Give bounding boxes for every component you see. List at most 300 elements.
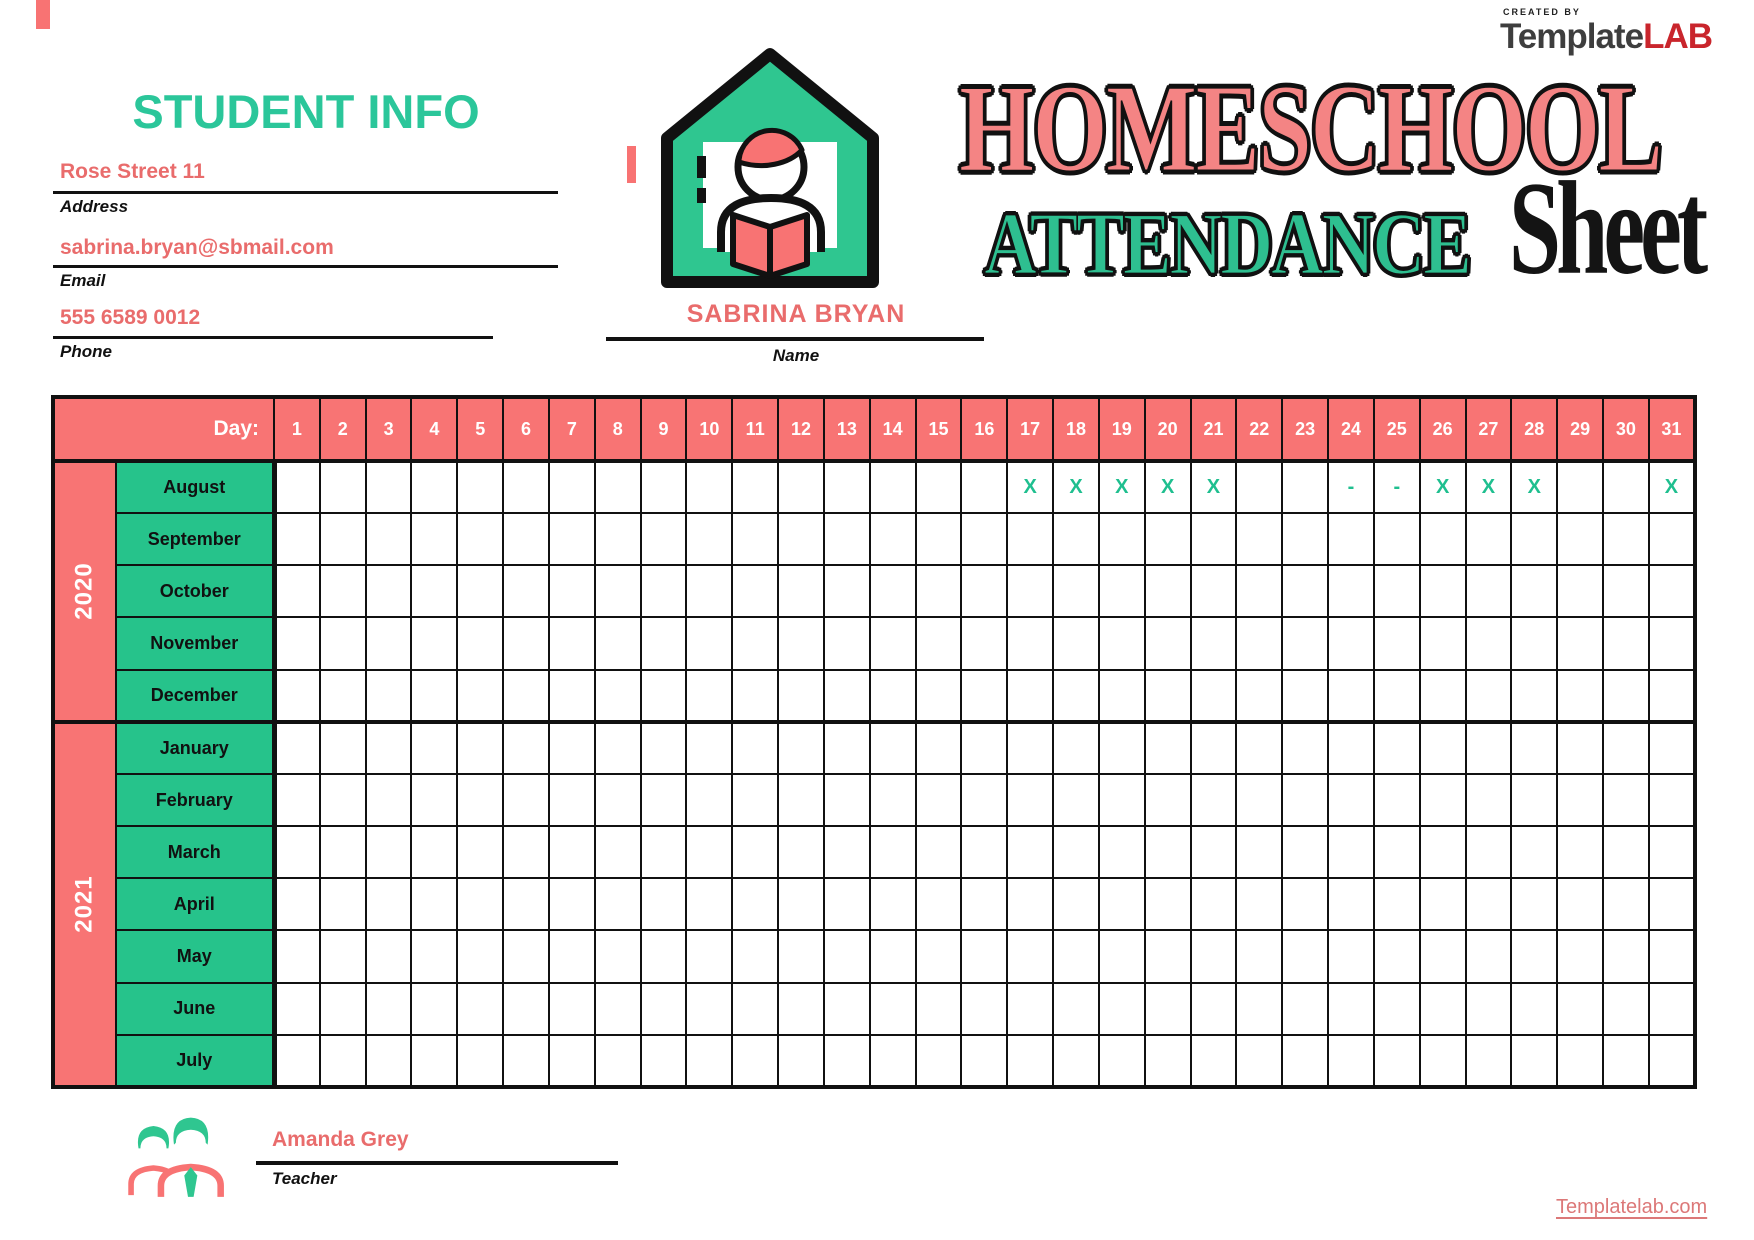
attendance-cell[interactable] bbox=[1282, 617, 1328, 669]
attendance-cell[interactable] bbox=[503, 826, 549, 878]
attendance-cell[interactable] bbox=[503, 878, 549, 930]
attendance-cell[interactable] bbox=[870, 983, 916, 1035]
attendance-cell[interactable] bbox=[961, 930, 1007, 982]
attendance-cell[interactable] bbox=[1557, 565, 1603, 617]
attendance-cell[interactable] bbox=[595, 565, 641, 617]
attendance-cell[interactable] bbox=[1191, 565, 1237, 617]
attendance-cell[interactable] bbox=[1191, 774, 1237, 826]
attendance-cell[interactable] bbox=[1282, 930, 1328, 982]
attendance-cell[interactable] bbox=[1053, 826, 1099, 878]
attendance-cell[interactable] bbox=[1649, 1035, 1695, 1087]
attendance-cell[interactable] bbox=[1557, 774, 1603, 826]
attendance-cell[interactable] bbox=[1145, 722, 1191, 774]
attendance-cell[interactable] bbox=[1603, 722, 1649, 774]
attendance-cell[interactable] bbox=[870, 774, 916, 826]
attendance-cell[interactable] bbox=[916, 930, 962, 982]
attendance-cell[interactable] bbox=[1236, 930, 1282, 982]
attendance-cell[interactable] bbox=[686, 722, 732, 774]
attendance-cell[interactable] bbox=[1007, 930, 1053, 982]
attendance-cell[interactable] bbox=[1557, 670, 1603, 722]
attendance-cell[interactable] bbox=[503, 461, 549, 513]
attendance-cell[interactable] bbox=[274, 878, 320, 930]
attendance-cell[interactable] bbox=[411, 461, 457, 513]
attendance-cell[interactable] bbox=[1649, 983, 1695, 1035]
attendance-cell[interactable] bbox=[686, 617, 732, 669]
attendance-cell[interactable] bbox=[1007, 513, 1053, 565]
attendance-cell[interactable] bbox=[411, 513, 457, 565]
attendance-cell[interactable] bbox=[1145, 565, 1191, 617]
attendance-cell[interactable] bbox=[778, 565, 824, 617]
attendance-cell[interactable] bbox=[1053, 722, 1099, 774]
attendance-cell[interactable] bbox=[778, 461, 824, 513]
attendance-cell[interactable] bbox=[870, 461, 916, 513]
attendance-cell[interactable] bbox=[1374, 983, 1420, 1035]
attendance-cell[interactable] bbox=[1466, 878, 1512, 930]
attendance-cell[interactable] bbox=[457, 617, 503, 669]
attendance-cell[interactable] bbox=[778, 983, 824, 1035]
attendance-cell[interactable] bbox=[1420, 774, 1466, 826]
attendance-cell[interactable] bbox=[870, 1035, 916, 1087]
attendance-cell[interactable] bbox=[1420, 826, 1466, 878]
attendance-cell[interactable] bbox=[824, 565, 870, 617]
attendance-cell[interactable] bbox=[595, 774, 641, 826]
attendance-cell[interactable] bbox=[1649, 670, 1695, 722]
attendance-cell[interactable] bbox=[457, 826, 503, 878]
attendance-cell[interactable] bbox=[1328, 513, 1374, 565]
attendance-cell[interactable] bbox=[1282, 878, 1328, 930]
attendance-cell[interactable] bbox=[366, 878, 412, 930]
attendance-cell[interactable] bbox=[595, 1035, 641, 1087]
attendance-cell[interactable] bbox=[1099, 722, 1145, 774]
attendance-cell[interactable]: X bbox=[1420, 461, 1466, 513]
attendance-cell[interactable] bbox=[870, 878, 916, 930]
attendance-cell[interactable] bbox=[1236, 826, 1282, 878]
attendance-cell[interactable] bbox=[411, 930, 457, 982]
attendance-cell[interactable]: X bbox=[1511, 461, 1557, 513]
attendance-cell[interactable]: X bbox=[1145, 461, 1191, 513]
attendance-cell[interactable] bbox=[1236, 617, 1282, 669]
attendance-cell[interactable] bbox=[1557, 930, 1603, 982]
attendance-cell[interactable] bbox=[1603, 461, 1649, 513]
attendance-cell[interactable] bbox=[274, 983, 320, 1035]
attendance-cell[interactable] bbox=[1099, 565, 1145, 617]
attendance-cell[interactable] bbox=[916, 461, 962, 513]
attendance-cell[interactable] bbox=[1420, 1035, 1466, 1087]
attendance-cell[interactable] bbox=[732, 461, 778, 513]
attendance-cell[interactable] bbox=[641, 670, 687, 722]
attendance-cell[interactable] bbox=[366, 565, 412, 617]
attendance-cell[interactable] bbox=[1420, 670, 1466, 722]
attendance-cell[interactable] bbox=[686, 461, 732, 513]
attendance-cell[interactable] bbox=[1374, 513, 1420, 565]
attendance-cell[interactable] bbox=[916, 617, 962, 669]
attendance-cell[interactable] bbox=[641, 513, 687, 565]
attendance-cell[interactable] bbox=[641, 617, 687, 669]
attendance-cell[interactable] bbox=[1053, 513, 1099, 565]
attendance-cell[interactable] bbox=[549, 461, 595, 513]
attendance-cell[interactable] bbox=[916, 774, 962, 826]
attendance-cell[interactable] bbox=[1649, 774, 1695, 826]
attendance-cell[interactable] bbox=[1145, 670, 1191, 722]
attendance-cell[interactable] bbox=[366, 617, 412, 669]
attendance-cell[interactable] bbox=[961, 461, 1007, 513]
attendance-cell[interactable] bbox=[549, 983, 595, 1035]
attendance-cell[interactable] bbox=[824, 878, 870, 930]
phone-value[interactable]: 555 6589 0012 bbox=[60, 306, 201, 329]
attendance-cell[interactable] bbox=[961, 983, 1007, 1035]
attendance-cell[interactable] bbox=[870, 826, 916, 878]
attendance-cell[interactable] bbox=[457, 461, 503, 513]
attendance-cell[interactable] bbox=[686, 878, 732, 930]
attendance-cell[interactable] bbox=[1007, 878, 1053, 930]
attendance-cell[interactable] bbox=[1374, 878, 1420, 930]
templatelab-link[interactable]: Templatelab.com bbox=[1556, 1196, 1708, 1218]
attendance-cell[interactable] bbox=[549, 722, 595, 774]
attendance-cell[interactable] bbox=[1511, 722, 1557, 774]
attendance-cell[interactable] bbox=[1511, 774, 1557, 826]
attendance-cell[interactable] bbox=[824, 983, 870, 1035]
attendance-cell[interactable] bbox=[549, 1035, 595, 1087]
attendance-cell[interactable] bbox=[274, 774, 320, 826]
attendance-cell[interactable] bbox=[1466, 513, 1512, 565]
attendance-cell[interactable] bbox=[1649, 722, 1695, 774]
attendance-cell[interactable] bbox=[1236, 722, 1282, 774]
attendance-cell[interactable] bbox=[1603, 1035, 1649, 1087]
attendance-cell[interactable] bbox=[1420, 722, 1466, 774]
attendance-cell[interactable] bbox=[1466, 670, 1512, 722]
attendance-cell[interactable] bbox=[1099, 930, 1145, 982]
attendance-cell[interactable] bbox=[595, 826, 641, 878]
attendance-cell[interactable] bbox=[1007, 983, 1053, 1035]
attendance-cell[interactable] bbox=[961, 1035, 1007, 1087]
attendance-cell[interactable] bbox=[320, 565, 366, 617]
attendance-cell[interactable] bbox=[274, 1035, 320, 1087]
attendance-cell[interactable] bbox=[503, 930, 549, 982]
attendance-cell[interactable] bbox=[1557, 461, 1603, 513]
attendance-cell[interactable] bbox=[1053, 930, 1099, 982]
attendance-cell[interactable] bbox=[1191, 1035, 1237, 1087]
attendance-cell[interactable] bbox=[1145, 617, 1191, 669]
attendance-cell[interactable] bbox=[274, 617, 320, 669]
attendance-cell[interactable] bbox=[1236, 513, 1282, 565]
attendance-cell[interactable] bbox=[411, 826, 457, 878]
attendance-cell[interactable] bbox=[503, 983, 549, 1035]
attendance-cell[interactable]: X bbox=[1191, 461, 1237, 513]
attendance-cell[interactable] bbox=[1466, 983, 1512, 1035]
attendance-cell[interactable] bbox=[1099, 774, 1145, 826]
attendance-cell[interactable] bbox=[1099, 670, 1145, 722]
attendance-cell[interactable] bbox=[411, 565, 457, 617]
attendance-cell[interactable] bbox=[1511, 1035, 1557, 1087]
attendance-cell[interactable] bbox=[1557, 826, 1603, 878]
attendance-cell[interactable] bbox=[1282, 513, 1328, 565]
attendance-cell[interactable] bbox=[274, 722, 320, 774]
attendance-cell[interactable]: - bbox=[1374, 461, 1420, 513]
attendance-cell[interactable]: - bbox=[1328, 461, 1374, 513]
attendance-cell[interactable] bbox=[457, 983, 503, 1035]
attendance-cell[interactable] bbox=[1649, 513, 1695, 565]
attendance-cell[interactable] bbox=[1282, 826, 1328, 878]
attendance-cell[interactable] bbox=[411, 670, 457, 722]
attendance-cell[interactable] bbox=[549, 878, 595, 930]
attendance-cell[interactable] bbox=[595, 670, 641, 722]
attendance-cell[interactable] bbox=[1191, 930, 1237, 982]
attendance-cell[interactable] bbox=[1466, 617, 1512, 669]
attendance-cell[interactable] bbox=[1511, 513, 1557, 565]
attendance-cell[interactable] bbox=[1374, 670, 1420, 722]
attendance-cell[interactable]: X bbox=[1099, 461, 1145, 513]
attendance-cell[interactable] bbox=[1420, 878, 1466, 930]
attendance-cell[interactable] bbox=[732, 513, 778, 565]
attendance-cell[interactable] bbox=[1145, 983, 1191, 1035]
attendance-cell[interactable] bbox=[320, 670, 366, 722]
attendance-cell[interactable] bbox=[1053, 878, 1099, 930]
attendance-cell[interactable] bbox=[1191, 983, 1237, 1035]
attendance-cell[interactable] bbox=[778, 1035, 824, 1087]
attendance-cell[interactable] bbox=[1603, 670, 1649, 722]
attendance-cell[interactable] bbox=[916, 826, 962, 878]
attendance-cell[interactable] bbox=[1374, 617, 1420, 669]
attendance-cell[interactable] bbox=[1236, 983, 1282, 1035]
attendance-cell[interactable] bbox=[824, 670, 870, 722]
attendance-cell[interactable] bbox=[1145, 930, 1191, 982]
attendance-cell[interactable] bbox=[1282, 565, 1328, 617]
attendance-cell[interactable] bbox=[1282, 983, 1328, 1035]
attendance-cell[interactable] bbox=[1099, 878, 1145, 930]
attendance-cell[interactable] bbox=[595, 722, 641, 774]
attendance-cell[interactable] bbox=[366, 774, 412, 826]
attendance-cell[interactable] bbox=[1053, 983, 1099, 1035]
attendance-cell[interactable] bbox=[1191, 670, 1237, 722]
attendance-cell[interactable] bbox=[778, 513, 824, 565]
attendance-cell[interactable] bbox=[320, 1035, 366, 1087]
attendance-cell[interactable] bbox=[320, 930, 366, 982]
attendance-cell[interactable] bbox=[1557, 878, 1603, 930]
attendance-cell[interactable] bbox=[1191, 617, 1237, 669]
attendance-cell[interactable] bbox=[732, 930, 778, 982]
attendance-cell[interactable] bbox=[1282, 1035, 1328, 1087]
attendance-cell[interactable] bbox=[732, 826, 778, 878]
attendance-cell[interactable] bbox=[274, 930, 320, 982]
attendance-cell[interactable] bbox=[732, 617, 778, 669]
attendance-cell[interactable] bbox=[732, 878, 778, 930]
attendance-cell[interactable] bbox=[1007, 1035, 1053, 1087]
attendance-cell[interactable] bbox=[732, 670, 778, 722]
attendance-cell[interactable] bbox=[1328, 878, 1374, 930]
attendance-cell[interactable] bbox=[1511, 983, 1557, 1035]
attendance-cell[interactable] bbox=[961, 617, 1007, 669]
attendance-cell[interactable] bbox=[732, 1035, 778, 1087]
attendance-cell[interactable] bbox=[1328, 774, 1374, 826]
attendance-cell[interactable] bbox=[595, 461, 641, 513]
attendance-cell[interactable] bbox=[916, 878, 962, 930]
attendance-cell[interactable] bbox=[1145, 878, 1191, 930]
attendance-cell[interactable] bbox=[1374, 930, 1420, 982]
attendance-cell[interactable] bbox=[320, 774, 366, 826]
attendance-cell[interactable] bbox=[1328, 565, 1374, 617]
attendance-cell[interactable] bbox=[366, 722, 412, 774]
attendance-cell[interactable] bbox=[778, 617, 824, 669]
attendance-cell[interactable] bbox=[641, 983, 687, 1035]
attendance-cell[interactable] bbox=[366, 670, 412, 722]
attendance-cell[interactable] bbox=[961, 670, 1007, 722]
attendance-cell[interactable] bbox=[686, 513, 732, 565]
attendance-cell[interactable] bbox=[1603, 878, 1649, 930]
attendance-cell[interactable]: X bbox=[1466, 461, 1512, 513]
attendance-cell[interactable] bbox=[1603, 826, 1649, 878]
attendance-cell[interactable] bbox=[824, 930, 870, 982]
attendance-cell[interactable] bbox=[1191, 878, 1237, 930]
attendance-cell[interactable] bbox=[641, 722, 687, 774]
attendance-cell[interactable] bbox=[686, 983, 732, 1035]
attendance-cell[interactable] bbox=[503, 774, 549, 826]
attendance-cell[interactable] bbox=[641, 461, 687, 513]
attendance-cell[interactable] bbox=[1236, 774, 1282, 826]
attendance-cell[interactable] bbox=[320, 826, 366, 878]
attendance-cell[interactable] bbox=[411, 722, 457, 774]
attendance-cell[interactable] bbox=[824, 826, 870, 878]
attendance-cell[interactable] bbox=[1145, 774, 1191, 826]
attendance-cell[interactable] bbox=[1145, 1035, 1191, 1087]
attendance-cell[interactable] bbox=[870, 617, 916, 669]
teacher-name-value[interactable]: Amanda Grey bbox=[272, 1128, 409, 1151]
attendance-cell[interactable] bbox=[457, 722, 503, 774]
attendance-cell[interactable] bbox=[641, 1035, 687, 1087]
attendance-cell[interactable] bbox=[1236, 565, 1282, 617]
attendance-cell[interactable] bbox=[778, 774, 824, 826]
attendance-cell[interactable] bbox=[320, 878, 366, 930]
attendance-cell[interactable] bbox=[1374, 1035, 1420, 1087]
attendance-cell[interactable] bbox=[870, 722, 916, 774]
attendance-cell[interactable] bbox=[1007, 565, 1053, 617]
attendance-cell[interactable] bbox=[1282, 774, 1328, 826]
attendance-cell[interactable] bbox=[1007, 774, 1053, 826]
attendance-cell[interactable] bbox=[595, 930, 641, 982]
attendance-cell[interactable] bbox=[503, 670, 549, 722]
attendance-cell[interactable] bbox=[916, 722, 962, 774]
attendance-cell[interactable] bbox=[503, 1035, 549, 1087]
attendance-cell[interactable] bbox=[274, 670, 320, 722]
attendance-cell[interactable] bbox=[916, 1035, 962, 1087]
attendance-cell[interactable] bbox=[916, 670, 962, 722]
attendance-cell[interactable] bbox=[778, 930, 824, 982]
attendance-cell[interactable] bbox=[1236, 670, 1282, 722]
attendance-cell[interactable] bbox=[1466, 565, 1512, 617]
attendance-cell[interactable] bbox=[320, 513, 366, 565]
attendance-cell[interactable] bbox=[1328, 983, 1374, 1035]
attendance-cell[interactable] bbox=[1603, 983, 1649, 1035]
attendance-cell[interactable] bbox=[457, 878, 503, 930]
attendance-cell[interactable] bbox=[457, 1035, 503, 1087]
attendance-cell[interactable] bbox=[549, 930, 595, 982]
attendance-cell[interactable] bbox=[1053, 565, 1099, 617]
attendance-cell[interactable] bbox=[411, 983, 457, 1035]
attendance-cell[interactable] bbox=[732, 774, 778, 826]
attendance-cell[interactable] bbox=[503, 617, 549, 669]
attendance-cell[interactable] bbox=[641, 774, 687, 826]
attendance-cell[interactable] bbox=[549, 774, 595, 826]
attendance-cell[interactable] bbox=[1374, 774, 1420, 826]
attendance-cell[interactable] bbox=[366, 983, 412, 1035]
attendance-cell[interactable] bbox=[686, 930, 732, 982]
attendance-cell[interactable] bbox=[1603, 774, 1649, 826]
attendance-cell[interactable] bbox=[1282, 722, 1328, 774]
attendance-cell[interactable] bbox=[641, 565, 687, 617]
attendance-cell[interactable] bbox=[824, 1035, 870, 1087]
attendance-cell[interactable] bbox=[1511, 878, 1557, 930]
attendance-cell[interactable] bbox=[1328, 617, 1374, 669]
attendance-cell[interactable] bbox=[320, 722, 366, 774]
attendance-cell[interactable] bbox=[686, 774, 732, 826]
attendance-cell[interactable] bbox=[1649, 878, 1695, 930]
attendance-cell[interactable] bbox=[503, 722, 549, 774]
attendance-cell[interactable] bbox=[1557, 617, 1603, 669]
attendance-cell[interactable] bbox=[732, 565, 778, 617]
attendance-cell[interactable] bbox=[1191, 826, 1237, 878]
attendance-cell[interactable] bbox=[366, 461, 412, 513]
attendance-cell[interactable] bbox=[1420, 983, 1466, 1035]
attendance-cell[interactable] bbox=[366, 1035, 412, 1087]
attendance-cell[interactable] bbox=[366, 513, 412, 565]
attendance-cell[interactable] bbox=[274, 513, 320, 565]
attendance-cell[interactable] bbox=[1191, 513, 1237, 565]
attendance-cell[interactable] bbox=[595, 878, 641, 930]
attendance-cell[interactable] bbox=[1053, 774, 1099, 826]
attendance-cell[interactable] bbox=[274, 565, 320, 617]
attendance-cell[interactable] bbox=[549, 826, 595, 878]
attendance-cell[interactable] bbox=[686, 670, 732, 722]
attendance-cell[interactable] bbox=[1511, 826, 1557, 878]
attendance-cell[interactable] bbox=[1511, 617, 1557, 669]
attendance-cell[interactable] bbox=[1511, 670, 1557, 722]
attendance-cell[interactable] bbox=[549, 513, 595, 565]
attendance-cell[interactable] bbox=[778, 722, 824, 774]
attendance-cell[interactable] bbox=[1466, 722, 1512, 774]
attendance-cell[interactable] bbox=[732, 983, 778, 1035]
attendance-cell[interactable] bbox=[641, 878, 687, 930]
attendance-cell[interactable] bbox=[320, 983, 366, 1035]
attendance-cell[interactable] bbox=[457, 774, 503, 826]
attendance-cell[interactable] bbox=[1557, 983, 1603, 1035]
attendance-cell[interactable] bbox=[1557, 722, 1603, 774]
attendance-cell[interactable] bbox=[824, 774, 870, 826]
attendance-cell[interactable] bbox=[1374, 722, 1420, 774]
attendance-cell[interactable] bbox=[1099, 513, 1145, 565]
attendance-cell[interactable] bbox=[1053, 1035, 1099, 1087]
attendance-cell[interactable] bbox=[1007, 722, 1053, 774]
attendance-cell[interactable] bbox=[1099, 617, 1145, 669]
attendance-cell[interactable] bbox=[1007, 670, 1053, 722]
attendance-cell[interactable] bbox=[549, 617, 595, 669]
attendance-cell[interactable] bbox=[549, 565, 595, 617]
attendance-cell[interactable] bbox=[1603, 930, 1649, 982]
attendance-cell[interactable] bbox=[595, 617, 641, 669]
attendance-cell[interactable] bbox=[1328, 1035, 1374, 1087]
attendance-cell[interactable] bbox=[1145, 826, 1191, 878]
attendance-cell[interactable] bbox=[1649, 617, 1695, 669]
attendance-cell[interactable] bbox=[1511, 930, 1557, 982]
attendance-cell[interactable] bbox=[1466, 1035, 1512, 1087]
attendance-cell[interactable] bbox=[870, 565, 916, 617]
attendance-cell[interactable] bbox=[1420, 513, 1466, 565]
attendance-cell[interactable] bbox=[1099, 1035, 1145, 1087]
attendance-cell[interactable] bbox=[732, 722, 778, 774]
attendance-cell[interactable] bbox=[1466, 826, 1512, 878]
attendance-cell[interactable] bbox=[457, 670, 503, 722]
attendance-cell[interactable] bbox=[686, 826, 732, 878]
attendance-cell[interactable] bbox=[457, 513, 503, 565]
attendance-cell[interactable] bbox=[961, 722, 1007, 774]
